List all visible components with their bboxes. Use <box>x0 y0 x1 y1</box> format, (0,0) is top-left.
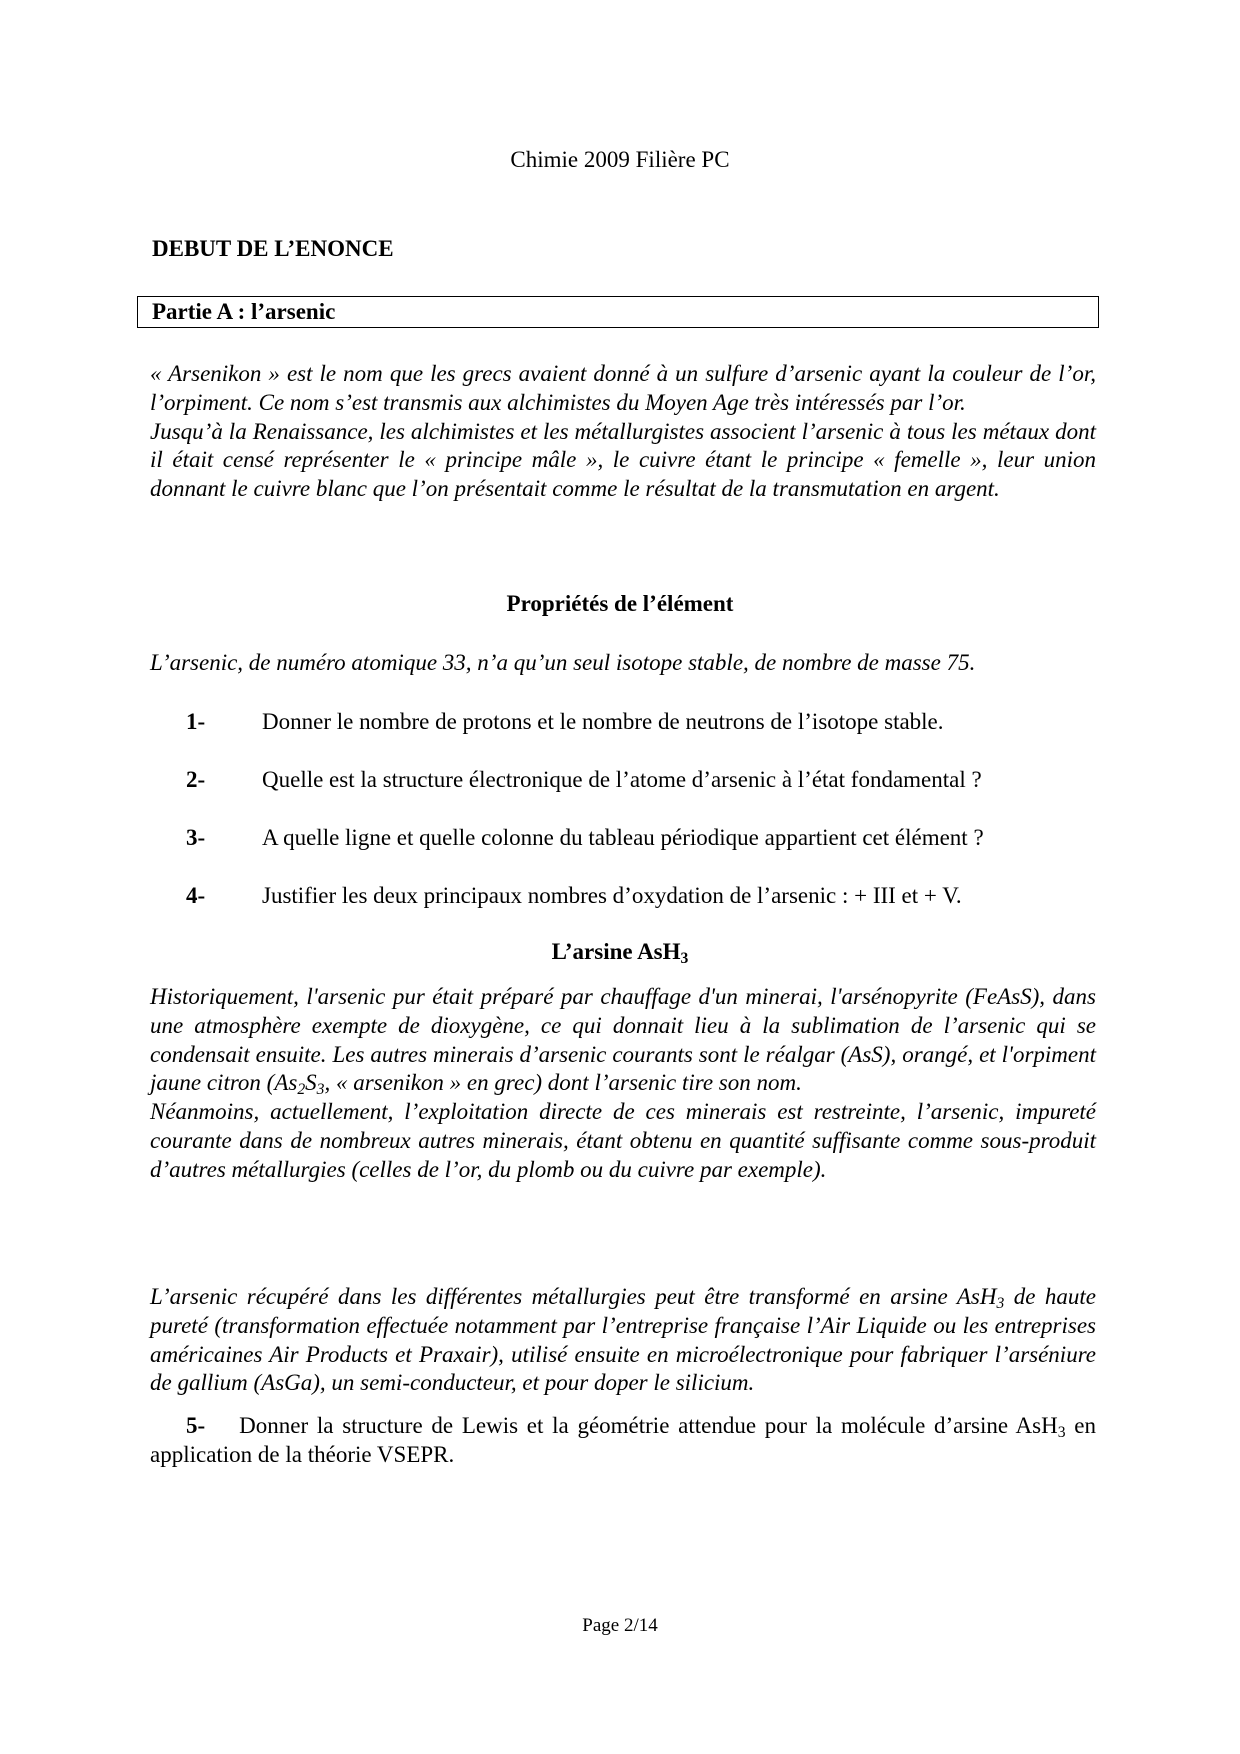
page-number: Page 2/14 <box>582 1615 658 1636</box>
intro-text-1: « Arsenikon » est le nom que les grecs avaient donné à un sulfure d’arsenic ayant la couleur de l’or, l’orpiment. Ce nom s’est transmis aux alchimistes du Moyen Age très intéressés par l’or. <box>150 361 1096 415</box>
question-text: Quelle est la structure électronique de l’atome d’arsenic à l’état fondamental ? <box>262 767 982 792</box>
arsine-paragraph-1 <box>150 983 1096 1185</box>
subscript: 2 <box>297 1081 306 1099</box>
question-number: 5- <box>186 1413 206 1438</box>
question-text: Donner le nombre de protons et le nombre de neutrons de l’isotope stable. <box>262 709 944 734</box>
intro-text-2: Jusqu’à la Renaissance, les alchimistes et les métallurgistes associent l’arsenic à tous les métaux dont il était censé représenter le « principe mâle », le cuivre étant le principe « femelle », leur union donnant le cuivre blanc que l’on présentait comme le résultat de la transmutation en argent. <box>150 418 1096 502</box>
arsine-title-subscript: 3 <box>680 949 689 967</box>
properties-title: Propriétés de l’élément <box>506 591 734 616</box>
arsine-title <box>0 939 1240 965</box>
arsine-text-3a: L’arsenic récupéré dans les différentes métallurgies peut être transformé en arsine AsH <box>150 1284 997 1309</box>
question-5 <box>150 1412 1096 1470</box>
arsine-text-1a: Historiquement, l'arsenic pur était préparé par chauffage d'un minerai, l'arsénopyrite (FeAsS), dans une atmosphère exempte de dioxygène, ce qui donnait lieu à la sublimation de l’arsenic qui se condensait ensuite. Les autres minerais d’arsenic courants sont le réalgar (AsS), orangé, et l'orpiment jaune citron (As <box>150 984 1096 1096</box>
question-number: 4- <box>186 883 206 908</box>
question-text: A quelle ligne et quelle colonne du tableau périodique appartient cet élément ? <box>262 825 984 850</box>
subscript: 3 <box>1057 1423 1066 1441</box>
question-number: 1- <box>186 709 206 734</box>
subscript: 3 <box>996 1294 1005 1312</box>
question-text-b: en application de la théorie VSEPR. <box>150 1413 1096 1467</box>
question-text-a: Donner la structure de Lewis et la géométrie attendue pour la molécule d’arsine AsH <box>239 1413 1058 1438</box>
arsine-paragraph-2 <box>150 1283 1096 1398</box>
part-a-title: Partie A : l’arsenic <box>152 299 336 324</box>
arsine-title-text: L’arsine AsH <box>551 939 681 964</box>
question-number: 3- <box>186 825 206 850</box>
subscript: 3 <box>316 1081 325 1099</box>
properties-statement: L’arsenic, de numéro atomique 33, n’a qu’un seul isotope stable, de nombre de masse 75. <box>150 650 976 675</box>
arsine-text-1 <box>150 983 1096 1098</box>
arsine-text-3b: de haute pureté (transformation effectuée notamment par l’entreprise française l’Air Liquide ou les entreprises américaines Air Products et Praxair), utilisé ensuite en microélectronique pour fabriquer l’arséniure de gallium (AsGa), un semi-conducteur, et pour doper le silicium. <box>150 1284 1096 1396</box>
intro-paragraph <box>150 360 1096 504</box>
intro-heading: DEBUT DE L’ENONCE <box>152 236 394 261</box>
question-text: Justifier les deux principaux nombres d’oxydation de l’arsenic : + III et + V. <box>262 883 962 908</box>
page-header: Chimie 2009 Filière PC <box>510 147 730 172</box>
arsine-text-1c: , « arsenikon » en grec) dont l’arsenic tire son nom. <box>324 1070 802 1096</box>
arsine-text-2: Néanmoins, actuellement, l’exploitation directe de ces minerais est restreinte, l’arsenic, impureté courante dans de nombreux autres minerais, étant obtenu en quantité suffisante comme sous-produit d’autres métallurgies (celles de l’or, du plomb ou du cuivre par exemple). <box>150 1099 1096 1182</box>
arsine-text-3 <box>150 1283 1096 1398</box>
question-number: 2- <box>186 767 206 792</box>
arsine-text-1b: S <box>305 1070 317 1096</box>
part-a-box <box>137 296 1099 328</box>
